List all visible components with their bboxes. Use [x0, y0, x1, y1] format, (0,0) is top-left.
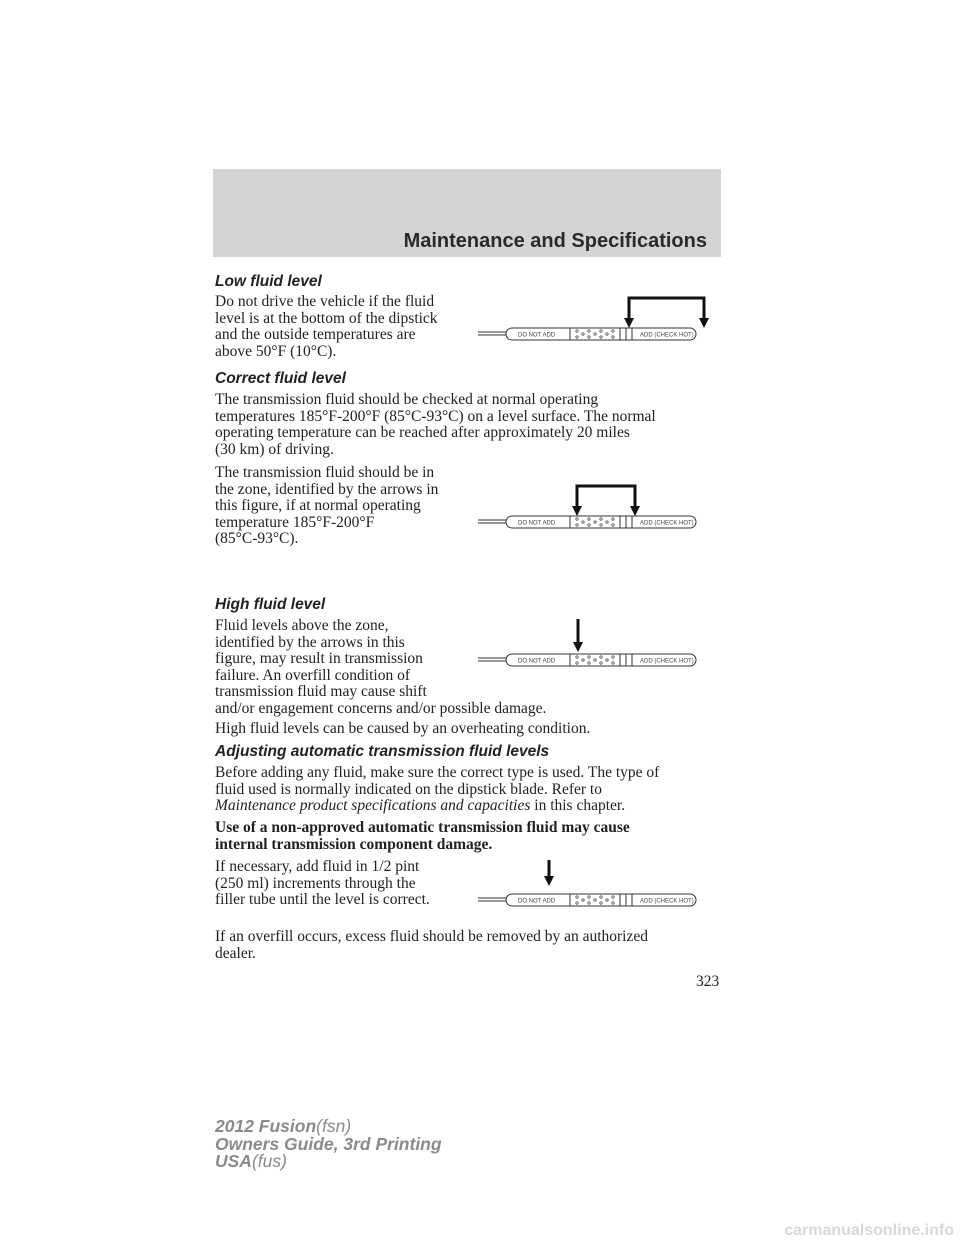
- watermark: carmanualsonline.info: [784, 1222, 954, 1239]
- footer-print-info: 2012 Fusion(fsn) Owners Guide, 3rd Printing USA(fus): [215, 1116, 442, 1171]
- paragraph-correct-fluid-2: The transmission fluid should be in the zone, identified by the arrows in this figure, if at normal operating temperature 185°F-200°F (85°C-93°C).: [215, 464, 439, 547]
- section-title: Maintenance and Specifications: [403, 230, 707, 252]
- dipstick-figure-adjust: [478, 858, 728, 910]
- cross-reference-link: Maintenance product specifications and capacities: [215, 797, 531, 814]
- heading-low-fluid: Low fluid level: [215, 273, 322, 290]
- paragraph-adjusting-2: If necessary, add fluid in 1/2 pint (250 ml) increments through the filler tube until the level is correct.: [215, 858, 430, 908]
- heading-high-fluid: High fluid level: [215, 596, 326, 613]
- paragraph-low-fluid: Do not drive the vehicle if the fluid level is at the bottom of the dipstick and the outside temperatures are above 50°F (10°C).: [215, 293, 438, 360]
- heading-correct-fluid: Correct fluid level: [215, 370, 346, 387]
- dipstick-figure-correct: [478, 482, 728, 534]
- paragraph-high-fluid-2: High fluid levels can be caused by an overheating condition.: [215, 720, 591, 737]
- dipstick-label-do-not-add: DO NOT ADD: [518, 658, 556, 665]
- dipstick-figure-high: [478, 618, 728, 670]
- section-header-band: [213, 169, 721, 257]
- paragraph-adjusting-1: Before adding any fluid, make sure the correct type is used. The type of fluid used is normally indicated on the dipstick blade. Refer to Maintenance product specifications and capacities in this chapter.: [215, 764, 660, 814]
- dipstick-figure-low: [478, 296, 728, 348]
- level-arrows-icon: [624, 298, 709, 328]
- dipstick-label-do-not-add: DO NOT ADD: [518, 898, 556, 905]
- dipstick-label-do-not-add: DO NOT ADD: [518, 520, 556, 527]
- down-arrow-icon: [573, 619, 583, 652]
- dipstick-label-add-check-hot: ADD (CHECK HOT): [640, 658, 694, 665]
- dipstick-blade: [478, 894, 696, 906]
- dipstick-blade: [478, 654, 696, 666]
- paragraph-high-fluid-1: Fluid levels above the zone, identified by the arrows in this figure, may result in transmission failure. An overfill condition of transmission fluid may cause shift and/or engagement concerns and/or possible damage.: [215, 617, 547, 717]
- dipstick-label-add-check-hot: ADD (CHECK HOT): [640, 332, 694, 339]
- warning-text: Use of a non-approved automatic transmission fluid may cause internal transmission component damage.: [215, 819, 630, 853]
- dipstick-label-add-check-hot: ADD (CHECK HOT): [640, 898, 694, 905]
- level-arrows-icon: [572, 486, 640, 516]
- paragraph-correct-fluid-1: The transmission fluid should be checked at normal operating temperatures 185°F-200°F (85°C-93°C) on a level surface. The normal operating temperature can be reached after approximately 20 miles (30 km) of driving.: [215, 391, 656, 458]
- heading-adjusting: Adjusting automatic transmission fluid levels: [215, 743, 550, 760]
- dipstick-blade: [478, 516, 696, 528]
- dipstick-label-add-check-hot: ADD (CHECK HOT): [640, 520, 694, 527]
- dipstick-blade: [478, 328, 696, 340]
- down-arrow-icon: [544, 860, 554, 886]
- dipstick-label-do-not-add: DO NOT ADD: [518, 332, 556, 339]
- page-number: 323: [696, 973, 720, 990]
- paragraph-adjusting-3: If an overfill occurs, excess fluid should be removed by an authorized dealer.: [215, 928, 648, 962]
